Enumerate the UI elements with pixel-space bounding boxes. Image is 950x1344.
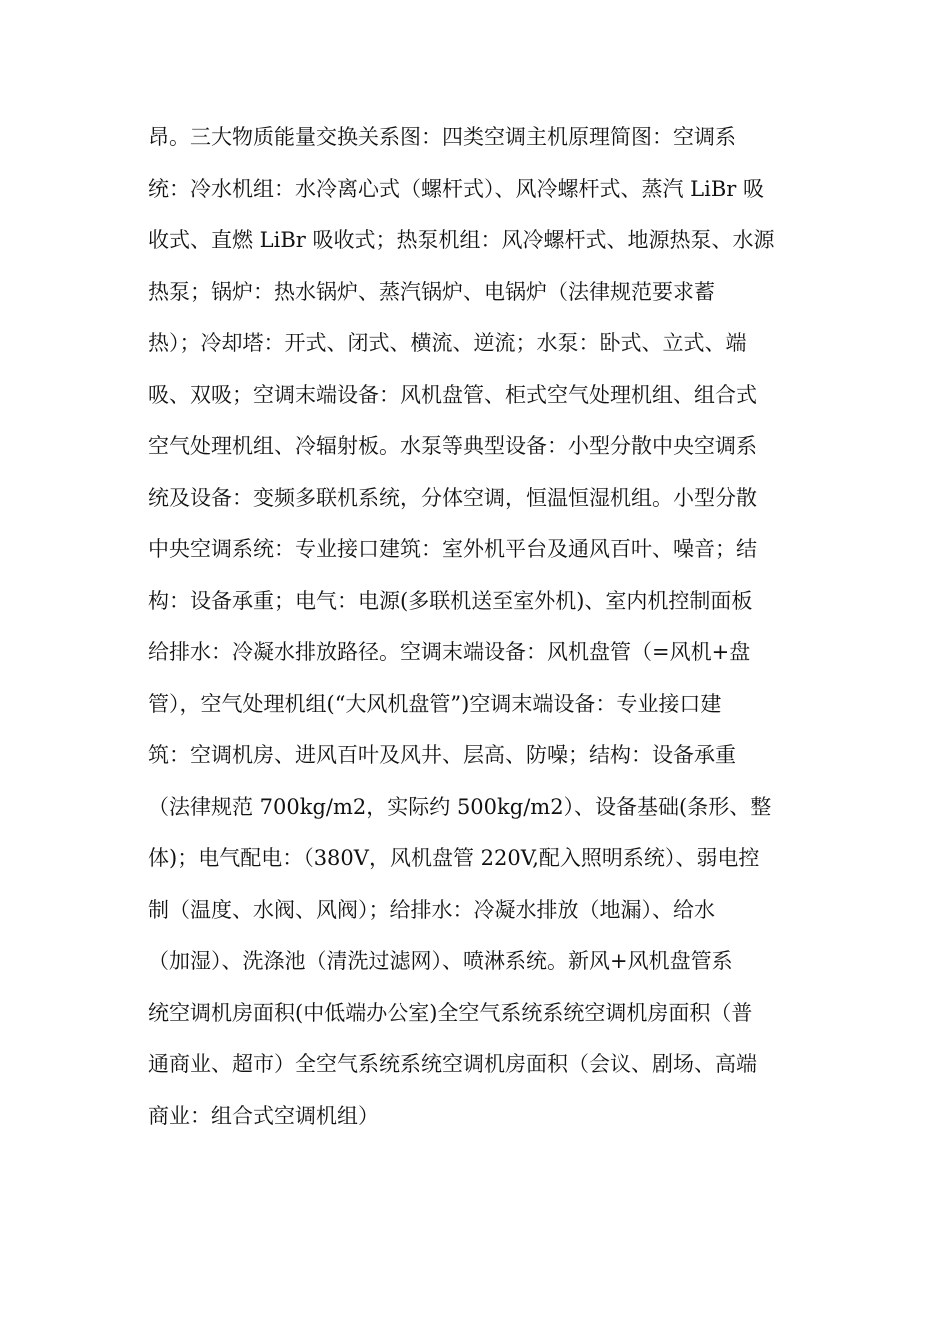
text-line: 空气处理机组、冷辐射板。水泵等典型设备：小型分散中央空调系 xyxy=(148,434,757,458)
text-line: 给排水：冷凝水排放路径。空调末端设备：风机盘管（=风机+盘 xyxy=(148,640,751,664)
text-line: 筑：空调机房、进风百叶及风井、层高、防噪；结构：设备承重 xyxy=(148,743,736,767)
text-line: 热泵；锅炉：热水锅炉、蒸汽锅炉、电锅炉（法律规范要求蓄 xyxy=(148,279,715,304)
text-line: 中央空调系统：专业接口建筑：室外机平台及通风百叶、噪音；结 xyxy=(148,537,757,561)
text-line: 通商业、超市）全空气系统系统空调机房面积（会议、剧场、高端 xyxy=(148,1052,757,1076)
text-line: 统空调机房面积(中低端办公室)全空气系统系统空调机房面积（普 xyxy=(148,1000,753,1025)
text-line: （法律规范 700kg/m2，实际约 500kg/m2）、设备基础(条形、整 xyxy=(148,794,772,819)
text-line: 统：冷水机组：水冷离心式（螺杆式）、风冷螺杆式、蒸汽 LiBr 吸 xyxy=(148,176,764,201)
text-line: 构：设备承重；电气：电源(多联机送至室外机)、室内机控制面板 xyxy=(148,588,753,613)
text-line: 吸、双吸；空调末端设备：风机盘管、柜式空气处理机组、组合式 xyxy=(148,382,757,407)
text-line: 热）；冷却塔：开式、闭式、横流、逆流；水泵：卧式、立式、端 xyxy=(148,331,747,355)
text-line: 商业：组合式空调机组） xyxy=(148,1103,379,1128)
text-line: 体)；电气配电：（380V，风机盘管 220V,配入照明系统）、弱电控 xyxy=(148,846,760,870)
text-line: 昂。三大物质能量交换关系图：四类空调主机原理简图：空调系 xyxy=(148,125,736,149)
text-line: （加湿）、洗涤池（清洗过滤网）、喷淋系统。新风+风机盘管系 xyxy=(148,949,733,973)
text-line: 管），空气处理机组(“大风机盘管”)空调末端设备：专业接口建 xyxy=(148,691,722,716)
text-line: 统及设备：变频多联机系统，分体空调，恒温恒湿机组。小型分散 xyxy=(148,485,757,510)
text-line: 制（温度、水阀、风阀）；给排水：冷凝水排放（地漏）、给水 xyxy=(148,897,715,922)
text-line: 收式、直燃 LiBr 吸收式；热泵机组：风冷螺杆式、地源热泵、水源 xyxy=(148,228,775,252)
body-text xyxy=(148,116,808,1146)
